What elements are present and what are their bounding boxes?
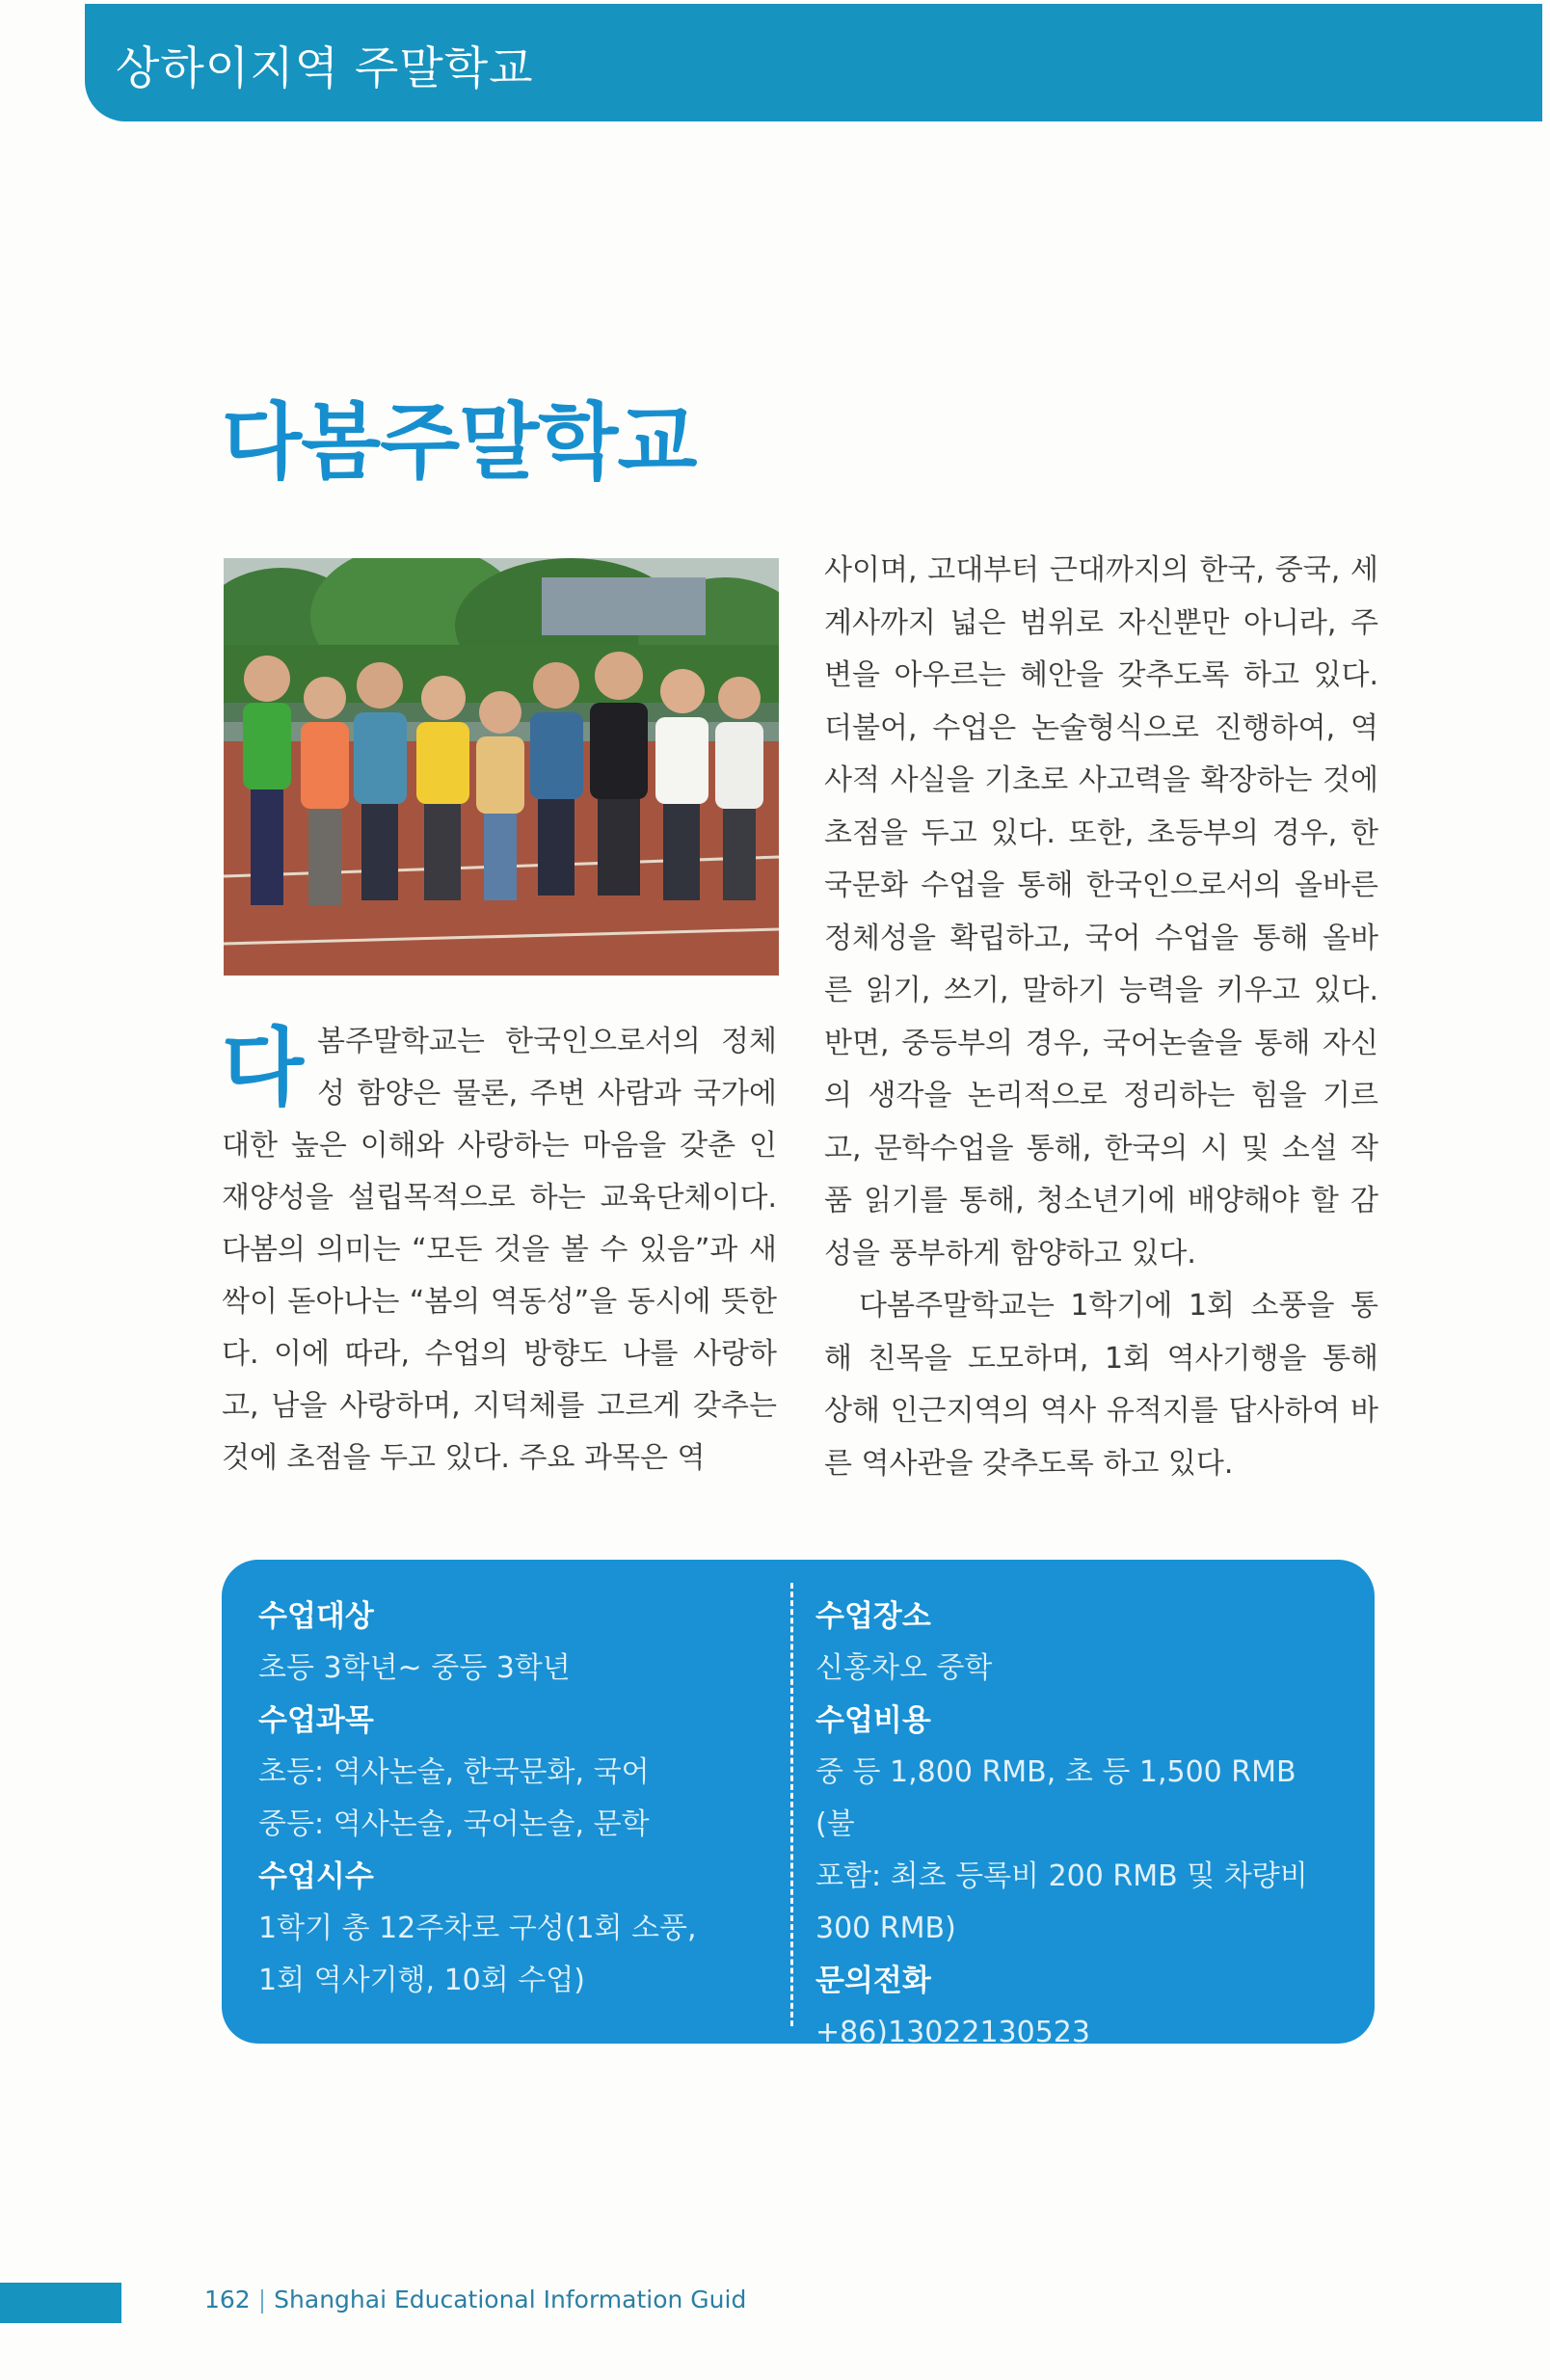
page-number: 162 [204,2286,251,2313]
fee-label: 수업비용 [815,1703,931,1738]
subjects-label: 수업과목 [258,1703,374,1738]
location-value: 신홍차오 중학 [815,1651,993,1685]
footer-separator: | [257,2286,267,2313]
page-title: 다봄주말학교 [222,394,697,491]
section-title: 상하이지역 주말학교 [116,42,534,95]
hours-value-2: 1회 역사기행, 10회 수업) [258,1964,585,1997]
body-right-paragraph-1: 사이며, 고대부터 근대까지의 한국, 중국, 세계사까지 넓은 범위로 자신뿐만 아니라, 주변을 아우르는 혜안을 갖추도록 하고 있다. 더불어, 수업은 논술형식으로 진행하여, 역사적 사실을 기초로 사고력을 확장하는 것에 초점을 두고 있다. 또한, 초등부의 경우, 한국문화 수업을 통해 한국인으로서의 올바른 정체성을 확립하고, 국어 수업을 통해 올바른 읽기, 쓰기, 말하기 능력을 키우고 있다. 반면, 중등부의 경우, 국어논술을 통해 자신의 생각을 논리적으로 정리하는 힘을 기르고, 문학수업을 통해, 한국의 시 및 소설 작품 읽기를 통해, 청소년기에 배양해야 할 감성을 풍부하게 함양하고 있다. [824,553,1378,1270]
fee-value-3: 300 RMB) [815,1912,956,1945]
info-divider [790,1583,793,2026]
footer-bar [0,2283,121,2323]
contact-value: +86)13022130523 [815,2016,1090,2049]
contact-label: 문의전화 [815,1964,931,1998]
target-value: 초등 3학년~ 중등 3학년 [258,1651,571,1685]
hours-label: 수업시수 [258,1859,374,1894]
subjects-elementary: 초등: 역사논술, 한국문화, 국어 [258,1755,650,1789]
location-label: 수업장소 [815,1599,931,1634]
subjects-middle: 중등: 역사논술, 국어논술, 문학 [258,1807,650,1841]
body-left-column [222,1016,777,1484]
info-right-column [815,1591,1336,2059]
fee-value-1: 중 등 1,800 RMB, 초 등 1,500 RMB (불 [815,1755,1296,1841]
hours-value-1: 1학기 총 12주차로 구성(1회 소풍, [258,1912,697,1945]
group-photo [224,558,779,976]
fee-value-2: 포함: 최초 등록비 200 RMB 및 차량비 [815,1859,1308,1893]
footer [204,2286,746,2313]
body-right-column [824,545,1378,1490]
body-left-text: 봄주말학교는 한국인으로서의 정체성 함양은 물론, 주변 사람과 국가에 대한 높은 이해와 사랑하는 마음을 갖춘 인재양성을 설립목적으로 하는 교육단체이다. 다봄의 의미는 “모든 것을 볼 수 있음”과 새싹이 돋아나는 “봄의 역동성”을 동시에 뜻한다. 이에 따라, 수업의 방향도 나를 사랑하고, 남을 사랑하며, 지덕체를 고르게 갖추는 것에 초점을 두고 있다. 주요 과목은 역 [222,1025,777,1475]
info-left-column [258,1591,760,2007]
target-label: 수업대상 [258,1599,374,1634]
drop-cap: 다 [222,1018,305,1117]
body-right-paragraph-2: 다봄주말학교는 1학기에 1회 소풍을 통해 친목을 도모하며, 1회 역사기행을 통해 상해 인근지역의 역사 유적지를 답사하여 바른 역사관을 갖추도록 하고 있다. [824,1289,1378,1481]
publication-name: Shanghai Educational Information Guid [274,2286,747,2313]
